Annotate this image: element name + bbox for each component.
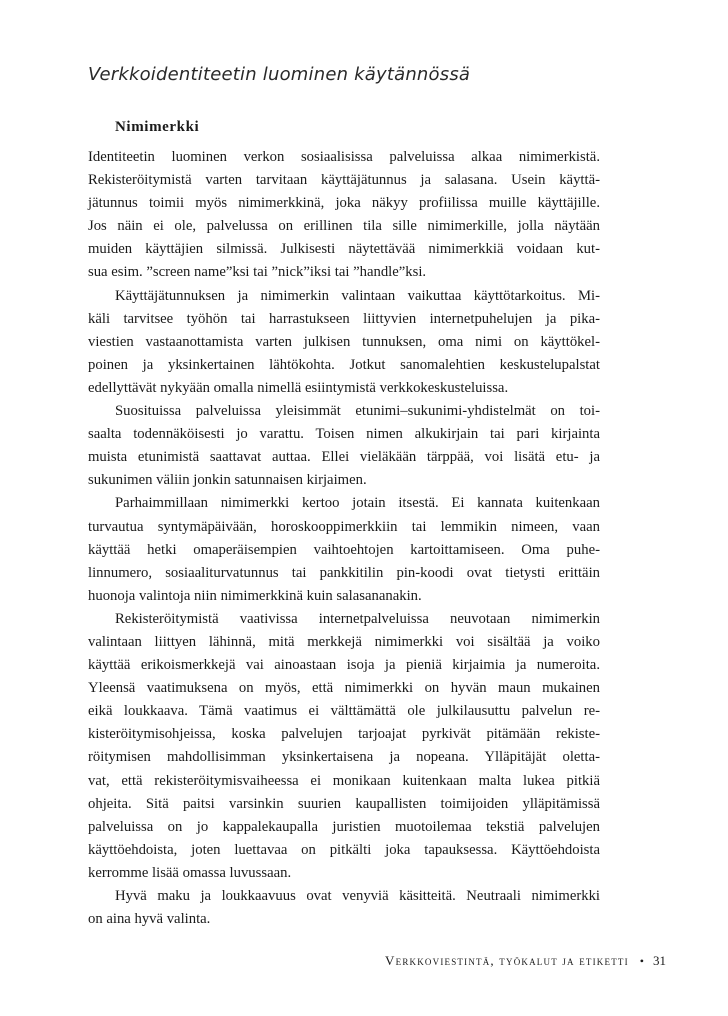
- body-text: [88, 146, 600, 931]
- text-line: sua esim. ”screen name”ksi tai ”nick”iksi tai ”handle”ksi.: [88, 264, 427, 281]
- text-line: sukunimen väliin jonkin satunnaisen kirjaimen.: [88, 472, 367, 489]
- text-line: käyttöehdoista, joten luettavaa on pitkälti joka tapauksessa. Käyttöehdoista: [88, 841, 600, 858]
- text-line: Käyttäjätunnuksen ja nimimerkin valintaan vaikuttaa käyttötarkoitus. Mi-: [115, 287, 600, 304]
- text-line: huonoja valintoja niin nimimerkkinä kuin salasananakin.: [88, 587, 422, 604]
- text-line: Suosituissa palveluissa yleisimmät etunimi–sukunimi-yhdistelmät on toi-: [115, 403, 600, 420]
- text-line: vat, että rekisteröitymisvaiheessa ei monikaan kuitenkaan malta lukea pitkiä: [88, 772, 600, 789]
- text-line: kerromme lisää omassa luvussaan.: [88, 864, 292, 881]
- text-line: saalta todennäköisesti jo varattu. Toisen nimen alkukirjain tai pari kirjainta: [88, 426, 600, 443]
- text-line: Yleensä vaatimuksena on myös, että nimimerkki on hyvän maun mukainen: [88, 680, 600, 697]
- section-heading: Nimimerkki: [115, 119, 200, 135]
- text-line: Rekisteröitymistä varten tarvitaan käyttäjätunnus ja salasana. Usein käyttä-: [88, 172, 600, 189]
- text-line: Jos näin ei ole, palvelussa on erillinen tila sille nimimerkille, jolla näytään: [88, 218, 600, 235]
- text-line: jätunnus toimii myös nimimerkkinä, joka näkyy profiilissa muille käyttäjille.: [88, 195, 600, 212]
- text-line: edellyttävät nykyään omalla nimellä esiintymistä verkkokeskusteluissa.: [88, 379, 509, 396]
- text-line: kisteröitymisohjeissa, koska palvelujen tarjoajat pyrkivät pitämään rekiste-: [88, 726, 600, 743]
- text-line: valintaan liittyen lähinnä, mitä merkkejä nimimerkki voi sisältää ja voiko: [88, 633, 600, 650]
- page-number: 31: [653, 953, 666, 968]
- text-line: turvautua syntymäpäivään, horoskooppimerkkiin tai lemmikin nimeen, vaan: [88, 518, 600, 535]
- footer-title: Verkkoviestintä, työkalut ja etiketti: [385, 953, 629, 968]
- text-line: Parhaimmillaan nimimerkki kertoo jotain itsestä. Ei kannata kuitenkaan: [115, 495, 600, 512]
- text-line: linnumero, sosiaaliturvatunnus tai pankkitilin pin-koodi ovat tietysti erittäin: [88, 564, 600, 581]
- text-line: Rekisteröitymistä vaativissa internetpalveluissa neuvotaan nimimerkin: [115, 610, 600, 627]
- text-line: käyttää hetki omaperäisempien vaihtoehtojen kartoittamiseen. Oma puhe-: [88, 541, 600, 558]
- text-line: viestien vastaanottamista varten julkisen tunnuksen, oma nimi on käyttökel-: [88, 333, 600, 350]
- text-line: on aina hyvä valinta.: [88, 911, 211, 928]
- text-line: käyttää erikoismerkkejä vai ainoastaan isoja ja pieniä kirjaimia ja numeroita.: [88, 657, 600, 674]
- text-line: poinen ja yksinkertainen lähtökohta. Jotkut sanomalehtien keskustelupalstat: [88, 356, 600, 373]
- footer-bullet: •: [639, 954, 644, 968]
- text-line: röitymisen mahdollisimman yksinkertaisena ja nopeana. Ylläpitäjät oletta-: [88, 749, 600, 766]
- text-line: eikä loukkaava. Tämä vaatimus ei välttämättä ole julkilausuttu palvelun re-: [88, 703, 600, 720]
- text-line: palveluissa on jo kappalekaupalla juristien muotoilemaa tekstiä palvelujen: [88, 818, 600, 835]
- text-line: Identiteetin luominen verkon sosiaalisissa palveluissa alkaa nimimerkistä.: [88, 149, 600, 165]
- text-line: ohjeita. Sitä paitsi varsinkin suurien kaupallisten toimijoiden ylläpitämissä: [88, 795, 600, 812]
- text-line: Hyvä maku ja loukkaavuus ovat venyviä käsitteitä. Neutraali nimimerkki: [115, 888, 600, 904]
- page-footer: [385, 953, 666, 969]
- text-line: muista etunimistä saattavat auttaa. Ellei vieläkään tärppää, voi lisätä etu- ja: [88, 449, 600, 466]
- text-line: käli tarvitsee työhön tai harrastukseen liittyvien internetpuhelujen ja pika-: [88, 310, 600, 327]
- text-line: muiden käyttäjien silmissä. Julkisesti näytettävää nimimerkkiä voidaan kut-: [88, 241, 600, 258]
- running-head: Verkkoidentiteetin luominen käytännössä: [88, 64, 471, 85]
